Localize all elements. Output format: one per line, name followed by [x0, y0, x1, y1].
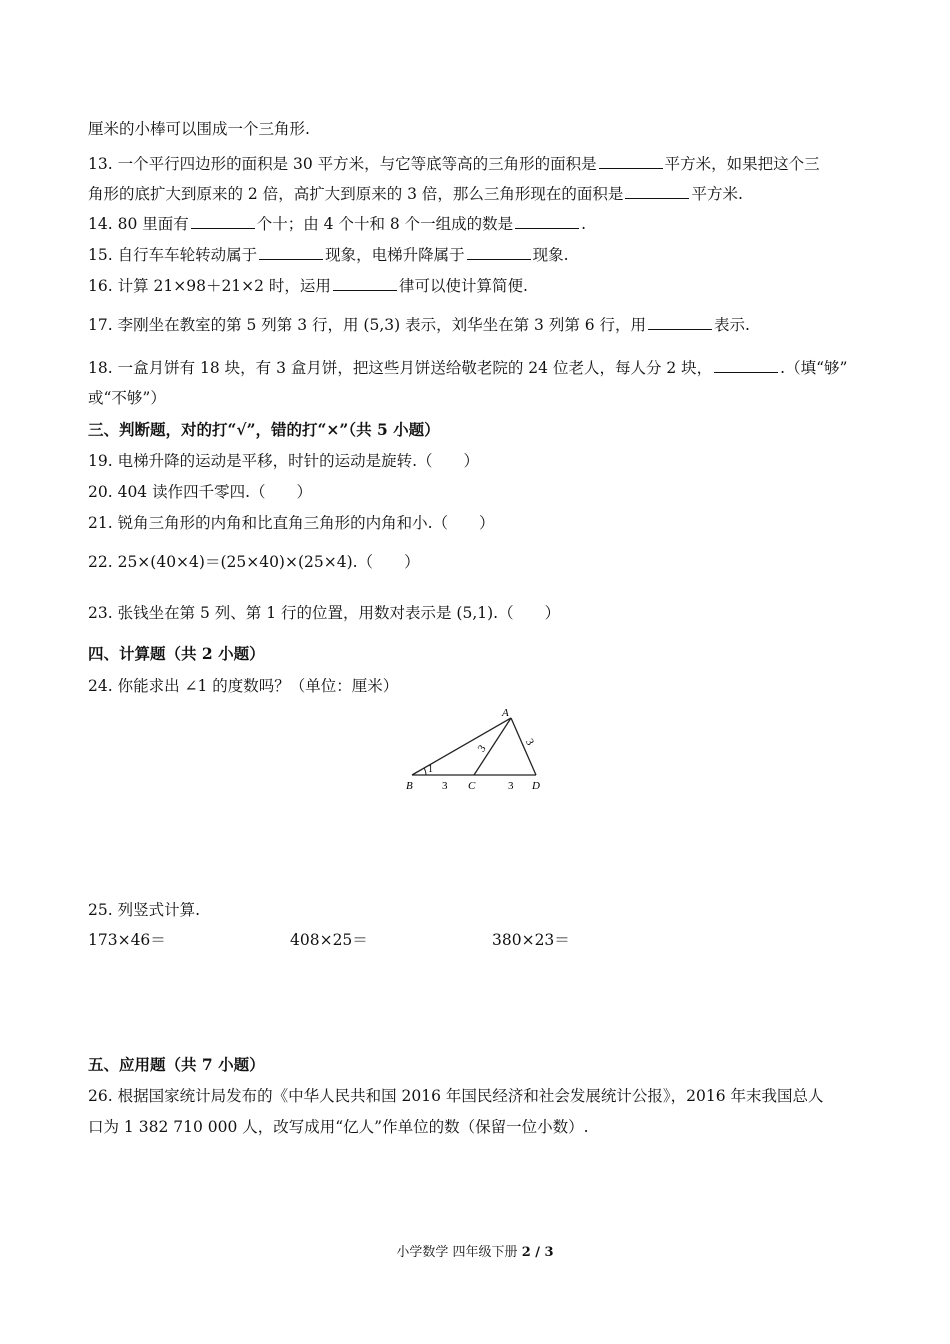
q17-text-b: 表示.	[714, 316, 750, 334]
angle-arc	[424, 768, 426, 775]
length-ac-label: 3	[475, 742, 489, 755]
section-3-heading: 三、判断题，对的打“√”，错的打“×”（共 5 小题）	[88, 420, 440, 439]
question-13	[88, 154, 820, 174]
vertex-d-label: D	[532, 780, 540, 792]
q16-text-b: 律可以使计算简便.	[398, 277, 528, 295]
answer-blank[interactable]	[515, 214, 579, 229]
vertex-a-label: A	[502, 707, 509, 719]
question-24: 24. 你能求出 ∠1 的度数吗？（单位：厘米）	[88, 677, 399, 695]
answer-blank[interactable]	[191, 214, 255, 229]
angle-1-label: 1	[428, 764, 433, 775]
answer-blank[interactable]	[467, 245, 531, 260]
page-number: 2 / 3	[521, 1245, 554, 1260]
answer-blank[interactable]	[333, 276, 397, 291]
vertex-c-label: C	[468, 780, 476, 792]
segment-ad	[511, 718, 536, 775]
question-21: 21. 锐角三角形的内角和比直角三角形的内角和小.（ ）	[88, 514, 495, 532]
q13-text-c: 角形的底扩大到原来的 2 倍，高扩大到原来的 3 倍，那么三角形现在的面积是	[88, 185, 624, 203]
length-ad-label: 3	[522, 736, 537, 748]
section-4-heading: 四、计算题（共 2 小题）	[88, 644, 265, 663]
q13-text-a: 13. 一个平行四边形的面积是 30 平方米，与它等底等高的三角形的面积是	[88, 155, 597, 173]
length-bc-label: 3	[442, 780, 448, 792]
question-23: 23. 张钱坐在第 5 列、第 1 行的位置，用数对表示是 (5,1).（ ）	[88, 604, 561, 622]
triangle-figure	[400, 705, 550, 795]
question-15	[88, 245, 569, 265]
q15-text-b: 现象，电梯升降属于	[325, 246, 465, 264]
question-14	[88, 214, 586, 234]
q14-text-b: 个十；由 4 个十和 8 个一组成的数是	[256, 215, 514, 233]
question-18-cont: 或“不够”）	[88, 389, 166, 407]
question-18	[88, 358, 847, 378]
question-26-cont: 口为 1 382 710 000 人，改写成用“亿人”作单位的数（保留一位小数）.	[88, 1118, 589, 1136]
section-5-heading: 五、应用题（共 7 小题）	[88, 1055, 265, 1074]
question-13-cont	[88, 184, 743, 204]
q18-text-b: .（填“够”	[780, 359, 848, 377]
answer-blank[interactable]	[648, 315, 712, 330]
answer-blank[interactable]	[599, 154, 663, 169]
question-20: 20. 404 读作四千零四.（ ）	[88, 483, 313, 501]
line-prev-end: 厘米的小棒可以围成一个三角形.	[88, 120, 310, 138]
q16-text-a: 16. 计算 21×98＋21×2 时，运用	[88, 277, 331, 295]
q14-text-c: .	[581, 215, 587, 233]
answer-blank[interactable]	[714, 358, 778, 373]
q15-text-c: 现象.	[532, 246, 569, 264]
page-footer	[0, 1244, 950, 1262]
q18-text-a: 18. 一盒月饼有 18 块，有 3 盒月饼，把这些月饼送给敬老院的 24 位老人，每人分 2 块，	[88, 359, 713, 377]
segment-ba	[412, 718, 511, 775]
answer-blank[interactable]	[259, 245, 323, 260]
q13-text-d: 平方米.	[691, 185, 743, 203]
question-16	[88, 276, 528, 296]
q15-text-a: 15. 自行车车轮转动属于	[88, 246, 258, 264]
q17-text-a: 17. 李刚坐在教室的第 5 列第 3 行，用 (5,3) 表示，刘华坐在第 3 列第 6 行，用	[88, 316, 647, 334]
calc-item: 408×25＝	[290, 931, 368, 949]
length-cd-label: 3	[508, 780, 514, 792]
question-25: 25. 列竖式计算.	[88, 901, 201, 919]
answer-blank[interactable]	[625, 184, 689, 199]
question-17	[88, 315, 750, 335]
vertex-b-label: B	[406, 780, 413, 792]
q14-text-a: 14. 80 里面有	[88, 215, 189, 233]
q13-text-b: 平方米，如果把这个三	[664, 155, 820, 173]
footer-text: 小学数学 四年级下册	[396, 1245, 518, 1260]
calc-item: 173×46＝	[88, 931, 166, 949]
question-22: 22. 25×(40×4)＝(25×40)×(25×4).（ ）	[88, 553, 420, 571]
question-26: 26. 根据国家统计局发布的《中华人民共和国 2016 年国民经济和社会发展统计公报》，2016 年末我国总人	[88, 1087, 824, 1105]
question-19: 19. 电梯升降的运动是平移，时针的运动是旋转.（ ）	[88, 452, 480, 470]
calc-item: 380×23＝	[492, 931, 570, 949]
